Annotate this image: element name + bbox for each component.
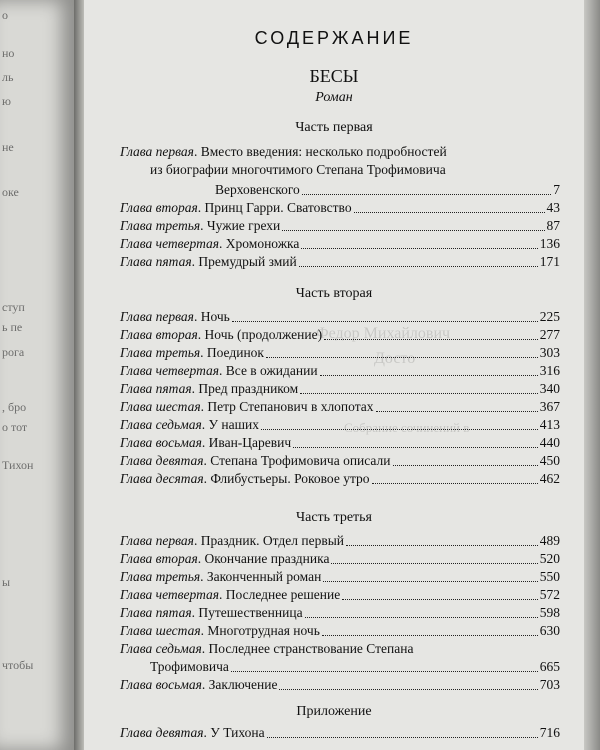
chapter-title: Ночь [200,309,230,324]
chapter-title: Все в ожидании [225,363,318,378]
left-page [0,0,74,750]
chapter-title: Последнее странствование Степана [208,641,414,656]
left-page-text: ль [2,70,14,84]
leader-dots [299,266,538,267]
book-title: БЕСЫ [309,66,359,86]
chapter-title: Пред праздником [198,381,299,396]
chapter-label: Глава вторая [120,200,198,215]
page-number: 413 [539,417,560,432]
page-number: 572 [539,587,560,602]
toc-entry[interactable]: Глава вторая. Окончание праздника 520 [120,551,560,566]
toc-entry[interactable]: Глава седьмая. Последнее странствование Степана [120,641,414,656]
chapter-label: Глава вторая [120,327,198,342]
chapter-label: Глава десятая [120,471,204,486]
chapter-title: Законченный роман [206,569,322,584]
toc-entry[interactable]: Глава третья. Законченный роман 550 [120,569,560,584]
chapter-label: Глава первая [120,309,194,324]
leader-dots [376,411,538,412]
chapter-label: Глава третья [120,345,201,360]
chapter-label: Глава третья [120,218,201,233]
chapter-title: Заключение [208,677,278,692]
left-page-text: ь пе [2,320,23,334]
leader-dots [302,194,551,195]
toc-entry[interactable]: Глава третья. Чужие грехи 87 [120,218,560,233]
leader-dots [331,563,537,564]
left-page-text: о [2,8,8,22]
chapter-title-continued: Трофимовича [150,659,229,674]
toc-entry[interactable]: Глава четвертая. Последнее решение 572 [120,587,560,602]
chapter-title: Иван-Царевич [208,435,292,450]
chapter-label: Глава вторая [120,551,198,566]
toc-entry[interactable]: Глава пятая. Путешественница 598 [120,605,560,620]
toc-entry[interactable]: Глава вторая. Ночь (продолжение) 277 [120,327,560,342]
chapter-title: Чужие грехи [206,218,281,233]
page-number: 7 [553,182,560,197]
leader-dots [232,321,538,322]
page-edge [584,0,600,750]
chapter-label: Глава шестая [120,623,201,638]
leader-dots [324,339,538,340]
chapter-label: Глава пятая [120,254,192,269]
toc-entry[interactable]: Глава десятая. Флибустьеры. Роковое утро 462 [120,471,560,486]
page-number: 136 [539,236,560,251]
show-through-text: Досто [374,350,416,367]
toc-entry[interactable]: Глава пятая. Премудрый змий 171 [120,254,560,269]
leader-dots [354,212,545,213]
page-number: 550 [539,569,560,584]
leader-dots [300,393,538,394]
chapter-label: Глава девятая [120,453,204,468]
chapter-title-continued: Верховенского [215,182,300,197]
leader-dots [342,599,538,600]
toc-entry-end[interactable] [120,181,560,199]
toc-entry[interactable]: Глава третья. Поединок 303 [120,345,560,360]
toc-entry[interactable]: Глава первая. Ночь 225 [120,309,560,324]
page-number: 316 [539,363,560,378]
chapter-label: Глава шестая [120,399,201,414]
chapter-label: Глава четвертая [120,236,220,251]
leader-dots [372,483,538,484]
leader-dots [323,581,537,582]
leader-dots [267,737,538,738]
page-number: 520 [539,551,560,566]
page-number: 340 [539,381,560,396]
part-heading: Часть вторая [295,286,373,301]
chapter-label: Глава первая [120,144,194,159]
part-heading: Часть первая [295,120,373,135]
leader-dots [393,465,538,466]
left-page-text: о тот [2,420,28,434]
page-number: 630 [539,623,560,638]
chapter-label: Глава восьмая [120,677,202,692]
page-number: 277 [539,327,560,342]
chapter-title: Принц Гарри. Сватовство [204,200,352,215]
left-page-text: ю [2,94,11,108]
toc-entry[interactable]: Глава восьмая. Заключение 703 [120,677,560,692]
chapter-label: Глава седьмая [120,417,202,432]
page-number: 703 [539,677,560,692]
page-number: 303 [539,345,560,360]
left-page-text: чтобы [2,658,34,672]
toc-entry[interactable]: Глава пятая. Пред праздником 340 [120,381,560,396]
chapter-label: Глава четвертая [120,587,220,602]
show-through-text: Собрание сочинений в [344,420,470,435]
left-page-text: оке [2,185,19,199]
chapter-title: Праздник. Отдел первый [200,533,344,548]
chapter-label: Глава первая [120,533,194,548]
chapter-title: У Тихона [210,725,265,740]
left-page-text: не [2,140,14,154]
toc-entry[interactable]: Глава девятая. Степана Трофимовича описали 450 [120,453,560,468]
page-number: 665 [539,659,560,674]
chapter-label: Глава седьмая [120,641,202,656]
page-number: 43 [546,200,560,215]
left-page-text: ступ [2,300,25,314]
page-number: 87 [546,218,560,233]
book-gutter [74,0,84,750]
chapter-title: Поединок [206,345,264,360]
page-number: 489 [539,533,560,548]
chapter-label: Глава пятая [120,605,192,620]
chapter-title: Вместо введения: несколько подробностей [200,144,447,159]
page-number: 462 [539,471,560,486]
chapter-title: Многотрудная ночь [207,623,320,638]
left-page-text: но [2,46,15,60]
toc-entry[interactable]: Глава вторая. Принц Гарри. Сватовство 43 [120,200,560,215]
chapter-title: Премудрый змий [198,254,297,269]
toc-entry[interactable]: Глава первая. Вместо введения: несколько подробностей [120,144,447,159]
contents-heading: СОДЕРЖАНИЕ [254,28,414,48]
toc-entry[interactable]: Глава шестая. Петр Степанович в хлопотах 367 [120,399,560,414]
chapter-label: Глава третья [120,569,201,584]
toc-entry[interactable]: Глава четвертая. Все в ожидании 316 [120,363,560,378]
chapter-title: У наших [208,417,260,432]
page-number: 716 [539,725,560,740]
show-through-text: Федор Михайлович [316,325,451,342]
leader-dots [279,689,537,690]
chapter-title: Последнее решение [225,587,341,602]
toc-entry[interactable]: Глава седьмая. У наших 413 [120,417,560,432]
chapter-title: Хромоножка [225,236,300,251]
page-number: 440 [539,435,560,450]
chapter-title: Петр Степанович в хлопотах [207,399,374,414]
toc-entry[interactable]: Глава восьмая. Иван-Царевич 440 [120,435,560,450]
chapter-title: Путешественница [198,605,303,620]
toc-entry[interactable]: Глава шестая. Многотрудная ночь 630 [120,623,560,638]
toc-entry[interactable]: Глава первая. Праздник. Отдел первый 489 [120,533,560,548]
page-number: 367 [539,399,560,414]
part-heading: Часть третья [296,510,372,525]
contents-page [84,0,584,750]
chapter-title: Степана Трофимовича описали [210,453,391,468]
leader-dots [305,617,538,618]
leader-dots [282,230,544,231]
part-heading: Приложение [296,704,372,719]
leader-dots [261,429,538,430]
toc-entry-end[interactable] [120,658,560,676]
leader-dots [231,671,538,672]
page-number: 450 [539,453,560,468]
page-number: 225 [539,309,560,324]
chapter-label: Глава восьмая [120,435,202,450]
leader-dots [346,545,538,546]
chapter-label: Глава девятая [120,725,204,740]
toc-entry[interactable]: Глава четвертая. Хромоножка 136 [120,236,560,251]
leader-dots [293,447,538,448]
leader-dots [320,375,538,376]
toc-entry[interactable]: Глава девятая. У Тихона 716 [120,725,560,740]
page-number: 171 [539,254,560,269]
book-subtitle: Роман [315,90,353,105]
page-number: 598 [539,605,560,620]
chapter-title: Окончание праздника [204,551,330,566]
chapter-title: Ночь (продолжение) [204,327,323,342]
left-page-text: , бро [2,400,27,414]
chapter-label: Глава четвертая [120,363,220,378]
chapter-title: Флибустьеры. Роковое утро [210,471,370,486]
leader-dots [301,248,537,249]
leader-dots [322,635,538,636]
chapter-label: Глава пятая [120,381,192,396]
leader-dots [266,357,538,358]
left-page-text: рога [2,345,25,359]
left-page-text: Тихон [2,458,34,472]
left-page-text: ы [2,575,11,589]
chapter-title-continued: из биографии многочтимого Степана Трофимовича [150,162,446,177]
